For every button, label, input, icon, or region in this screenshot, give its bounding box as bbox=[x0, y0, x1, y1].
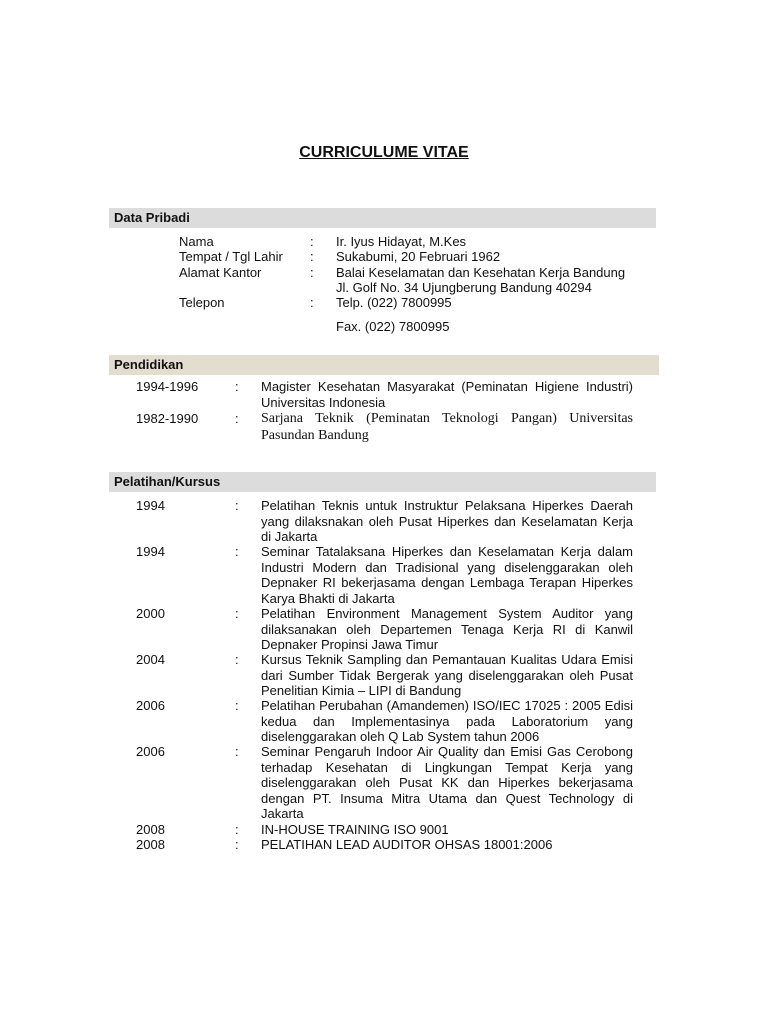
separator-colon: : bbox=[235, 698, 239, 713]
training-year: 1994 bbox=[136, 498, 165, 513]
personal-value-alamat-2: Jl. Golf No. 34 Ujungberung Bandung 40294 bbox=[336, 280, 592, 295]
training-year: 2000 bbox=[136, 606, 165, 621]
education-text: Sarjana Teknik (Peminatan Teknologi Pangan) Universitas Pasundan Bandung bbox=[261, 411, 633, 443]
separator-colon: : bbox=[310, 295, 314, 310]
training-text: Seminar Tatalaksana Hiperkes dan Keselamatan Kerja dalam Industri Modern dan Tradisional yang diselenggarakan oleh Depnaker RI bekerjasama dengan Lembaga Terapan Hiperkes Karya Bhakti di Jakarta bbox=[261, 544, 633, 606]
education-year: 1994-1996 bbox=[136, 379, 199, 394]
separator-colon: : bbox=[310, 265, 314, 280]
training-year: 2006 bbox=[136, 698, 165, 713]
separator-colon: : bbox=[235, 411, 239, 426]
separator-colon: : bbox=[235, 379, 239, 394]
personal-value-nama: Ir. Iyus Hidayat, M.Kes bbox=[336, 234, 467, 249]
section-header-pelatihan: Pelatihan/Kursus bbox=[109, 472, 656, 492]
personal-label-telepon: Telepon bbox=[179, 295, 225, 310]
personal-label-ttl: Tempat / Tgl Lahir bbox=[179, 249, 283, 264]
personal-value-alamat: Balai Keselamatan dan Kesehatan Kerja Bandung bbox=[336, 265, 626, 280]
training-text: Pelatihan Perubahan (Amandemen) ISO/IEC 17025 : 2005 Edisi kedua dan Implementasinya pada Laboratorium yang diselenggarakan oleh Q Lab System tahun 2006 bbox=[261, 698, 633, 744]
separator-colon: : bbox=[235, 822, 239, 837]
separator-colon: : bbox=[235, 606, 239, 621]
training-year: 2006 bbox=[136, 744, 165, 759]
training-text: IN-HOUSE TRAINING ISO 9001 bbox=[261, 822, 449, 837]
education-year: 1982-1990 bbox=[136, 411, 199, 426]
personal-value-ttl: Sukabumi, 20 Februari 1962 bbox=[336, 249, 501, 264]
training-year: 2008 bbox=[136, 822, 165, 837]
training-year: 2008 bbox=[136, 837, 165, 852]
section-header-pendidikan: Pendidikan bbox=[109, 355, 659, 375]
page-title: CURRICULUME VITAE bbox=[299, 144, 469, 161]
training-text: Pelatihan Environment Management System Auditor yang dilaksanakan oleh Departemen Tenaga Kerja RI di Kanwil Depnaker Propinsi Jawa Timur bbox=[261, 606, 633, 652]
section-header-data-pribadi: Data Pribadi bbox=[109, 208, 656, 228]
training-year: 2004 bbox=[136, 652, 165, 667]
training-year: 1994 bbox=[136, 544, 165, 559]
separator-colon: : bbox=[235, 544, 239, 559]
personal-value-fax: Fax. (022) 7800995 bbox=[336, 319, 450, 334]
separator-colon: : bbox=[235, 498, 239, 513]
personal-label-alamat: Alamat Kantor bbox=[179, 265, 262, 280]
personal-label-nama: Nama bbox=[179, 234, 214, 249]
training-text: Seminar Pengaruh Indoor Air Quality dan Emisi Gas Cerobong terhadap Kesehatan di Lingkungan Tempat Kerja yang diselenggarakan oleh Pusat KK dan Hiperkes bekerjasama dengan PT. Insuma Mitra Utama dan Quest Technology di Jakarta bbox=[261, 744, 633, 821]
training-text: PELATIHAN LEAD AUDITOR OHSAS 18001:2006 bbox=[261, 837, 553, 852]
separator-colon: : bbox=[235, 744, 239, 759]
personal-value-telepon: Telp. (022) 7800995 bbox=[336, 295, 452, 310]
separator-colon: : bbox=[310, 249, 314, 264]
training-text: Kursus Teknik Sampling dan Pemantauan Kualitas Udara Emisi dari Sumber Tidak Bergerak yang diselenggarakan oleh Pusat Penelitian Kimia – LIPI di Bandung bbox=[261, 652, 633, 698]
separator-colon: : bbox=[235, 652, 239, 667]
training-text: Pelatihan Teknis untuk Instruktur Pelaksana Hiperkes Daerah yang dilaksnakan oleh Pusat Hiperkes dan Keselamatan Kerja di Jakarta bbox=[261, 498, 633, 544]
separator-colon: : bbox=[310, 234, 314, 249]
separator-colon: : bbox=[235, 837, 239, 852]
education-text: Magister Kesehatan Masyarakat (Peminatan Higiene Industri) Universitas Indonesia bbox=[261, 379, 633, 410]
